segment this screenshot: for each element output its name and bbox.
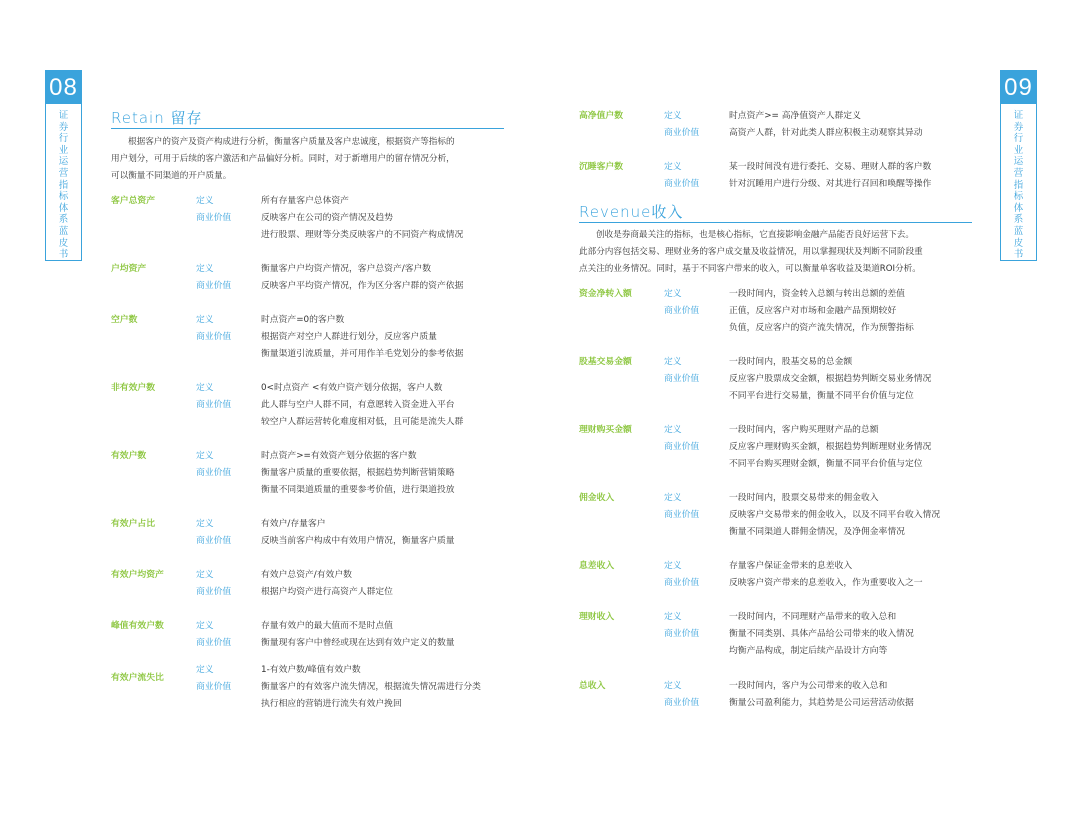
metric-text: 存量有效户的最大值而不是时点值 [261,621,393,631]
metric-name: 资金净转入额 [579,289,632,299]
metric-name: 有效户流失比 [111,673,164,683]
metric-text: 一段时间内，客户购买理财产品的总额 [729,425,879,435]
metric-name: 息差收入 [579,561,615,571]
metric-text: 反映客户在公司的资产情况及趋势 [261,213,393,223]
metric-key: 定义 [196,451,214,461]
vertical-char: 标 [1013,191,1024,203]
metric-key: 定义 [196,621,214,631]
metric-text: 衡量公司盈利能力，其趋势是公司运营活动依据 [729,698,914,708]
metric-text: 衡量客户户均资产情况，客户总资产/客户数 [261,264,432,274]
revenue-title-rule [579,222,972,223]
vertical-char: 皮 [58,237,69,249]
metric-name: 总收入 [579,681,606,691]
metric-name: 峰值有效户数 [111,621,164,631]
metric-text: 衡量渠道引流质量，并可用作羊毛党划分的参考依据 [261,349,464,359]
vertical-char: 体 [58,202,69,214]
metric-key: 定义 [196,383,214,393]
metric-key: 定义 [196,665,214,675]
metric-text: 衡量不同类别、具体产品给公司带来的收入情况 [729,629,914,639]
chapter-tab-left [45,70,82,261]
vertical-char: 业 [58,144,69,156]
vertical-char: 蓝 [58,225,69,237]
metric-text: 时点资产=0的客户数 [261,315,345,325]
metric-key: 商业价值 [664,578,700,588]
metric-text: 衡量客户质量的重要依据，根据趋势判断营销策略 [261,468,455,478]
metric-key: 定义 [664,111,682,121]
vertical-char: 书 [1013,249,1024,261]
metric-text: 一段时间内，股基交易的总金额 [729,357,853,367]
metric-name: 沉睡客户数 [579,162,623,172]
metric-name: 有效户数 [111,451,147,461]
vertical-char: 指 [58,179,69,191]
intro-line: 可以衡量不同渠道的开户质量。 [111,171,232,181]
vertical-char: 书 [58,249,69,261]
metric-name: 非有效户数 [111,383,155,393]
metric-key: 商业价值 [664,179,700,189]
metric-key: 定义 [196,264,214,274]
metric-key: 商业价值 [196,400,232,410]
metric-text: 一段时间内，资金转入总额与转出总额的差值 [729,289,905,299]
vertical-char: 券 [58,121,69,133]
metric-key: 定义 [196,315,214,325]
metric-text: 一段时间内，股票交易带来的佣金收入 [729,493,879,503]
metric-key: 定义 [664,357,682,367]
metric-name: 有效户均资产 [111,570,164,580]
metric-key: 定义 [664,289,682,299]
metric-text: 不同平台进行交易量，衡量不同平台价值与定位 [729,391,914,401]
metric-text: 有效户/存量客户 [261,519,326,529]
metric-text: 执行相应的营销进行流失有效户挽回 [261,699,402,709]
metric-text: 衡量客户的有效客户流失情况，根据流失情况需进行分类 [261,682,481,692]
metric-key: 定义 [196,519,214,529]
vertical-char: 皮 [1013,237,1024,249]
page-number-right: 09 [1001,71,1036,104]
metric-name: 户均资产 [111,264,147,274]
metric-key: 定义 [664,425,682,435]
vertical-char: 行 [1013,133,1024,145]
metric-text: 反映客户交易带来的佣金收入，以及不同平台收入情况 [729,510,941,520]
vertical-char: 系 [1013,214,1024,226]
metric-key: 商业价值 [196,281,232,291]
metric-text: 进行股票、理财等分类反映客户的不同资产构成情况 [261,230,464,240]
metric-name: 佣金收入 [579,493,615,503]
metric-text: 反映当前客户构成中有效用户情况，衡量客户质量 [261,536,455,546]
metric-text: 负值，反应客户的资产流失情况，作为预警指标 [729,323,914,333]
metric-text: 衡量不同渠道质量的重要参考价值，进行渠道投放 [261,485,455,495]
metric-key: 商业价值 [664,128,700,138]
metric-text: 均衡产品构成，制定后续产品设计方向等 [729,646,888,656]
revenue-section-title: Revenue收入 [579,203,684,221]
retain-title-rule [111,128,504,129]
metric-key: 商业价值 [664,306,700,316]
intro-line: 用户划分，可用于后续的客户激活和产品偏好分析。同时，对于新增用户的留存情况分析， [111,154,455,164]
vertical-char: 营 [58,167,69,179]
retain-intro [111,134,511,185]
metric-text: 时点资产>=有效资产划分依据的客户数 [261,451,417,461]
metric-text: 一段时间内，客户为公司带来的收入总和 [729,681,888,691]
vertical-char: 证 [1013,110,1024,121]
metric-key: 定义 [196,196,214,206]
metric-text: 针对沉睡用户进行分级、对其进行召回和唤醒等操作 [729,179,932,189]
metric-key: 商业价值 [664,442,700,452]
vertical-char: 蓝 [1013,225,1024,237]
page-number-left: 08 [46,71,81,104]
chapter-tab-right [1000,70,1037,261]
metric-name: 客户总资产 [111,196,155,206]
metric-key: 商业价值 [196,213,232,223]
metric-name: 理财收入 [579,612,615,622]
metric-key: 商业价值 [196,468,232,478]
metric-name: 高净值户数 [579,111,623,121]
vertical-book-title-left [46,104,81,261]
metric-text: 衡量不同渠道人群佣金情况，及净佣金率情况 [729,527,905,537]
metric-text: 所有存量客户总体资产 [261,196,349,206]
metric-text: 根据资产对空户人群进行划分，反应客户质量 [261,332,437,342]
vertical-char: 系 [58,214,69,226]
metric-key: 定义 [664,493,682,503]
intro-line: 根据客户的资产及资产构成进行分析，衡量客户质量及客户忠诚度，根据资产等指标的 [128,137,455,147]
metric-text: 1-有效户数/峰值有效户数 [261,665,361,675]
metric-key: 定义 [664,162,682,172]
metric-key: 商业价值 [196,587,232,597]
vertical-char: 标 [58,191,69,203]
metric-key: 商业价值 [664,698,700,708]
metric-text: 不同平台购买理财金额，衡量不同平台价值与定位 [729,459,923,469]
intro-line: 此部分内容包括交易、理财业务的客户成交量及收益情况，用以掌握现状及判断不同阶段重 [579,247,923,257]
metric-key: 定义 [196,570,214,580]
metric-text: 一段时间内，不同理财产品带来的收入总和 [729,612,897,622]
metric-name: 空户数 [111,315,138,325]
metric-key: 商业价值 [196,536,232,546]
vertical-char: 运 [58,156,69,168]
metric-name: 股基交易金额 [579,357,632,367]
metric-text: 时点资产>= 高净值资产人群定义 [729,111,861,121]
metric-text: 反应客户理财购买金额，根据趋势判断理财业务情况 [729,442,932,452]
metric-key: 商业价值 [196,332,232,342]
metric-key: 定义 [664,561,682,571]
metric-text: 反映客户资产带来的息差收入，作为重要收入之一 [729,578,923,588]
metric-text: 反映客户平均资产情况，作为区分客户群的资产依据 [261,281,464,291]
metric-key: 商业价值 [664,374,700,384]
metric-text: 反应客户股票成交金额，根据趋势判断交易业务情况 [729,374,932,384]
intro-line: 创收是券商最关注的指标，也是核心指标，它直接影响金融产品能否良好运营下去。 [596,230,914,240]
metric-key: 商业价值 [664,629,700,639]
metric-text: 正值，反应客户对市场和金融产品预期较好 [729,306,897,316]
metric-text: 根据户均资产进行高资产人群定位 [261,587,393,597]
vertical-char: 指 [1013,179,1024,191]
vertical-char: 业 [1013,144,1024,156]
metric-key: 商业价值 [664,510,700,520]
metric-text: 有效户总资产/有效户数 [261,570,352,580]
metric-text: 较空户人群运营转化难度相对低，且可能是流失人群 [261,417,464,427]
revenue-intro [579,227,979,278]
intro-line: 点关注的业务情况。同时，基于不同客户带来的收入，可以衡量单客收益及渠道ROI分析。 [579,264,921,274]
vertical-char: 行 [58,133,69,145]
metric-text: 衡量现有客户中曾经或现在达到有效户定义的数量 [261,638,455,648]
metric-key: 定义 [664,612,682,622]
metric-text: 此人群与空户人群不同，有意愿转入资金进入平台 [261,400,455,410]
retain-section-title: Retain 留存 [111,109,203,127]
metric-name: 理财购买金额 [579,425,632,435]
metric-text: 高资产人群，针对此类人群应积极主动观察其异动 [729,128,923,138]
vertical-book-title-right [1001,104,1036,261]
vertical-char: 券 [1013,121,1024,133]
metric-text: 0<时点资产 <有效户资产划分依据，客户人数 [261,383,443,393]
metric-text: 存量客户保证金带来的息差收入 [729,561,853,571]
vertical-char: 体 [1013,202,1024,214]
vertical-char: 运 [1013,156,1024,168]
metric-name: 有效户占比 [111,519,155,529]
metric-text: 某一段时间没有进行委托、交易、理财人群的客户数 [729,162,932,172]
metric-key: 商业价值 [196,638,232,648]
vertical-char: 证 [58,110,69,121]
metric-key: 商业价值 [196,682,232,692]
metric-key: 定义 [664,681,682,691]
vertical-char: 营 [1013,167,1024,179]
